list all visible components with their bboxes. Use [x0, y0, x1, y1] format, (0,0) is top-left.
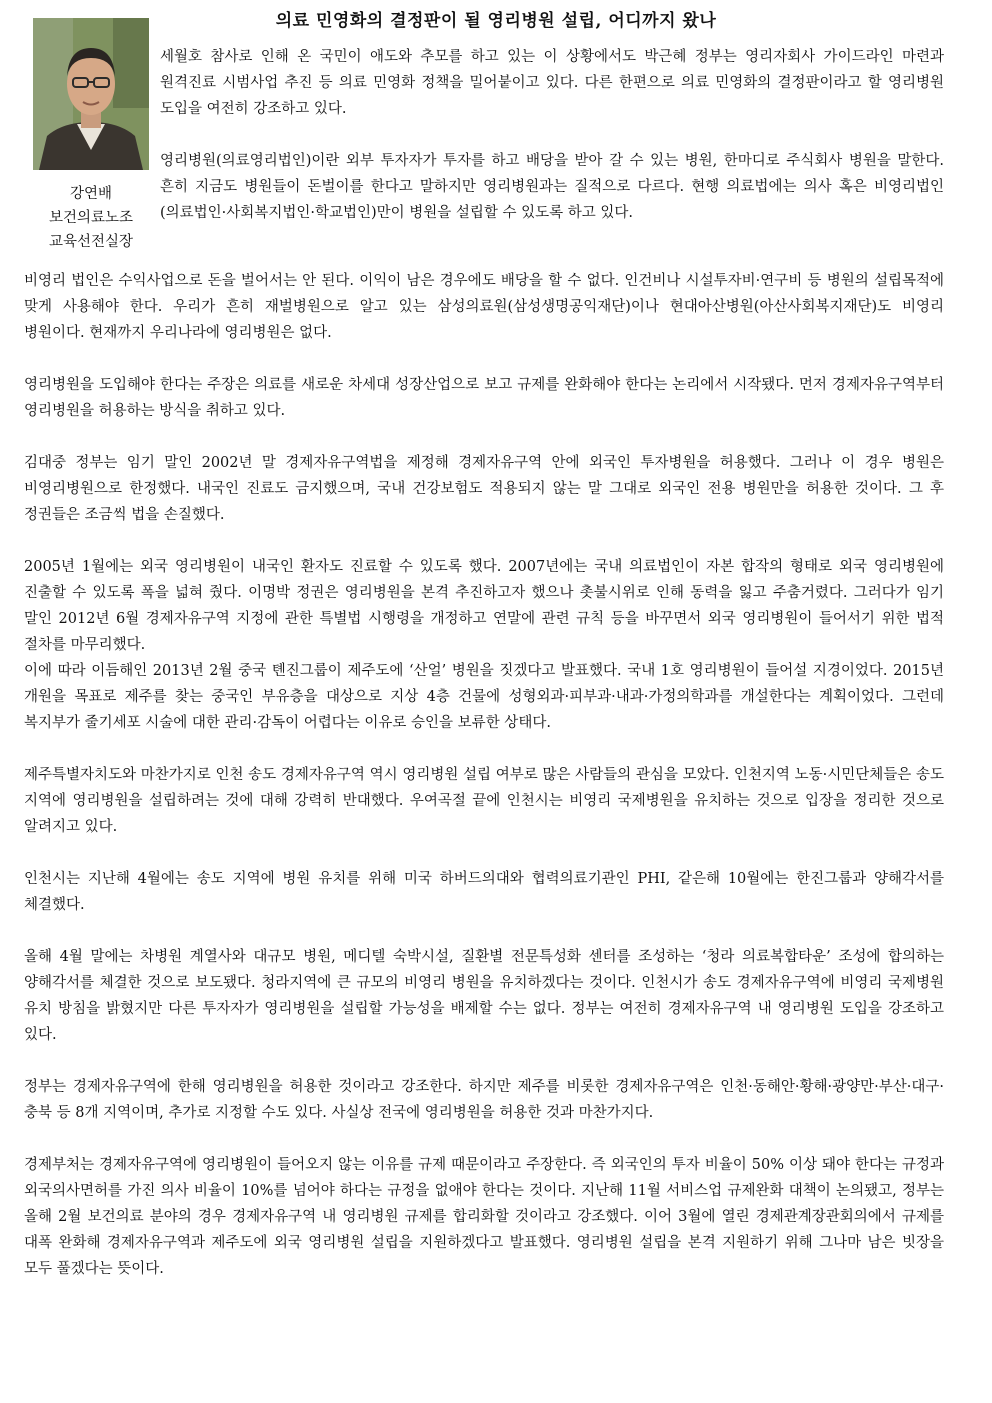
author-org: 보건의료노조 [48, 210, 134, 226]
intro-paragraph: 세월호 참사로 인해 온 국민이 애도와 추모를 하고 있는 이 상황에서도 박근혜 정부는 영리자회사 가이드라인 마련과 원격진료 시범사업 추진 등 의료 민영화 정책을 밀어붙이고 있다. 다른 한편으로 의료 민영화의 결정판이라고 할 영리병원 도입을 여전히 강조하고 있다. [160, 49, 944, 117]
author-portrait-image [33, 18, 149, 170]
body-paragraph: 제주특별자치도와 마찬가지로 인천 송도 경제자유구역 역시 영리병원 설립 여부로 많은 사람들의 관심을 모았다. 인천지역 노동·시민단체들은 송도 지역에 영리병원을 설립하려는 것에 대해 강력히 반대했다. 우여곡절 끝에 인천시는 비영리 국제병원을 유치하는 것으로 입장을 정리한 것으로 알려지고 있다. [24, 767, 944, 835]
body-paragraph: 올해 4월 말에는 차병원 계열사와 대규모 병원, 메디텔 숙박시설, 질환별 전문특성화 센터를 조성하는 ‘청라 의료복합타운’ 조성에 합의하는 양해각서를 체결한 것으로 보도됐다. 청라지역에 큰 규모의 비영리 병원을 유치하겠다는 것이다. 인천시가 송도 경제자유구역에 비영리 국제병원 유치 방침을 밝혔지만 다른 투자자가 영리병원을 설립할 가능성을 배제할 수는 없다. 정부는 여전히 경제자유구역 내 영리병원 도입을 강조하고 있다. [24, 949, 944, 1043]
article-body [24, 268, 944, 1282]
body-paragraph: 김대중 정부는 임기 말인 2002년 말 경제자유구역법을 제정해 경제자유구역 안에 외국인 투자병원을 허용했다. 그러나 이 경우 병원은 비영리병원으로 한정했다. 내국인 진료도 금지했으며, 국내 건강보험도 적용되지 않는 말 그대로 외국인 전용 병원만을 허용한 것이다. 그 후 정권들은 조금씩 법을 손질했다. [24, 455, 944, 523]
author-position: 교육선전실장 [48, 234, 134, 250]
body-paragraph: 정부는 경제자유구역에 한해 영리병원을 허용한 것이라고 강조한다. 하지만 제주를 비롯한 경제자유구역은 인천·동해안·황해·광양만·부산·대구·충북 등 8개 지역이며, 추가로 지정할 수도 있다. 사실상 전국에 영리병원을 허용한 것과 마찬가지다. [24, 1079, 944, 1121]
author-caption [20, 182, 162, 254]
intro-paragraph: 영리병원(의료영리법인)이란 외부 투자자가 투자를 하고 배당을 받아 갈 수 있는 병원, 한마디로 주식회사 병원을 말한다. 흔히 지금도 병원들이 돈벌이를 한다고 말하지만 영리병원과는 질적으로 다르다. 현행 의료법에는 의사 혹은 비영리법인(의료법인·사회복지법인·학교법인)만이 병원을 설립할 수 있도록 하고 있다. [160, 153, 944, 221]
body-paragraph: 이에 따라 이듬해인 2013년 2월 중국 톈진그룹이 제주도에 ‘산얼’ 병원을 짓겠다고 발표했다. 국내 1호 영리병원이 들어설 지경이었다. 2015년 개원을 목표로 제주를 찾는 중국인 부유층을 대상으로 지상 4층 건물에 성형외과·피부과·내과·가정의학과를 개설한다는 계획이었다. 그런데 복지부가 줄기세포 시술에 대한 관리·감독이 어렵다는 이유로 승인을 보류한 상태다. [24, 663, 944, 731]
body-paragraph: 인천시는 지난해 4월에는 송도 지역에 병원 유치를 위해 미국 하버드의대와 협력의료기관인 PHI, 같은해 10월에는 한진그룹과 양해각서를 체결했다. [24, 871, 944, 913]
intro-section [160, 44, 944, 226]
body-paragraph: 경제부처는 경제자유구역에 영리병원이 들어오지 않는 이유를 규제 때문이라고 주장한다. 즉 외국인의 투자 비율이 50% 이상 돼야 한다는 규정과 외국의사면허를 가진 의사 비율이 10%를 넘어야 하다는 규정을 없애야 한다는 것이다. 지난해 11월 서비스업 규제완화 대책이 논의됐고, 정부는 올해 2월 보건의료 분야의 경우 경제자유구역 내 영리병원 규제를 합리화할 것이라고 강조했다. 이어 3월에 열린 경제관계장관회의에서 규제를 대폭 완화해 경제자유구역과 제주도에 외국 영리병원 설립을 지원하겠다고 발표했다. 영리병원 설립을 본격 지원하기 위해 그나마 남은 빗장을 모두 풀겠다는 뜻이다. [24, 1157, 944, 1277]
body-paragraph: 영리병원을 도입해야 한다는 주장은 의료를 새로운 차세대 성장산업으로 보고 규제를 완화해야 한다는 논리에서 시작됐다. 먼저 경제자유구역부터 영리병원을 허용하는 방식을 취하고 있다. [24, 377, 944, 419]
author-name: 강연배 [69, 186, 113, 202]
body-paragraph: 2005년 1월에는 외국 영리병원이 내국인 환자도 진료할 수 있도록 했다. 2007년에는 국내 의료법인이 자본 합작의 형태로 외국 영리병원에 진출할 수 있도록 폭을 넓혀 줬다. 이명박 정권은 영리병원을 본격 추진하고자 했으나 촛불시위로 인해 동력을 잃고 주춤거렸다. 그러다가 임기 말인 2012년 6월 경제자유구역 지정에 관한 특별법 시행령을 개정하고 연말에 관련 규칙 등을 바꾸면서 외국 영리병원이 들어서기 위한 법적 절차를 마무리했다. [24, 559, 944, 653]
article-title: 의료 민영화의 결정판이 될 영리병원 설립, 어디까지 왔나 [275, 11, 717, 31]
author-photo [33, 18, 149, 170]
body-paragraph: 비영리 법인은 수익사업으로 돈을 벌어서는 안 된다. 이익이 남은 경우에도 배당을 할 수 없다. 인건비나 시설투자비·연구비 등 병원의 설립목적에 맞게 사용해야 한다. 우리가 흔히 재벌병원으로 알고 있는 삼성의료원(삼성생명공익재단)이나 현대아산병원(아산사회복지재단)도 비영리 병원이다. 현재까지 우리나라에 영리병원은 없다. [24, 273, 944, 341]
